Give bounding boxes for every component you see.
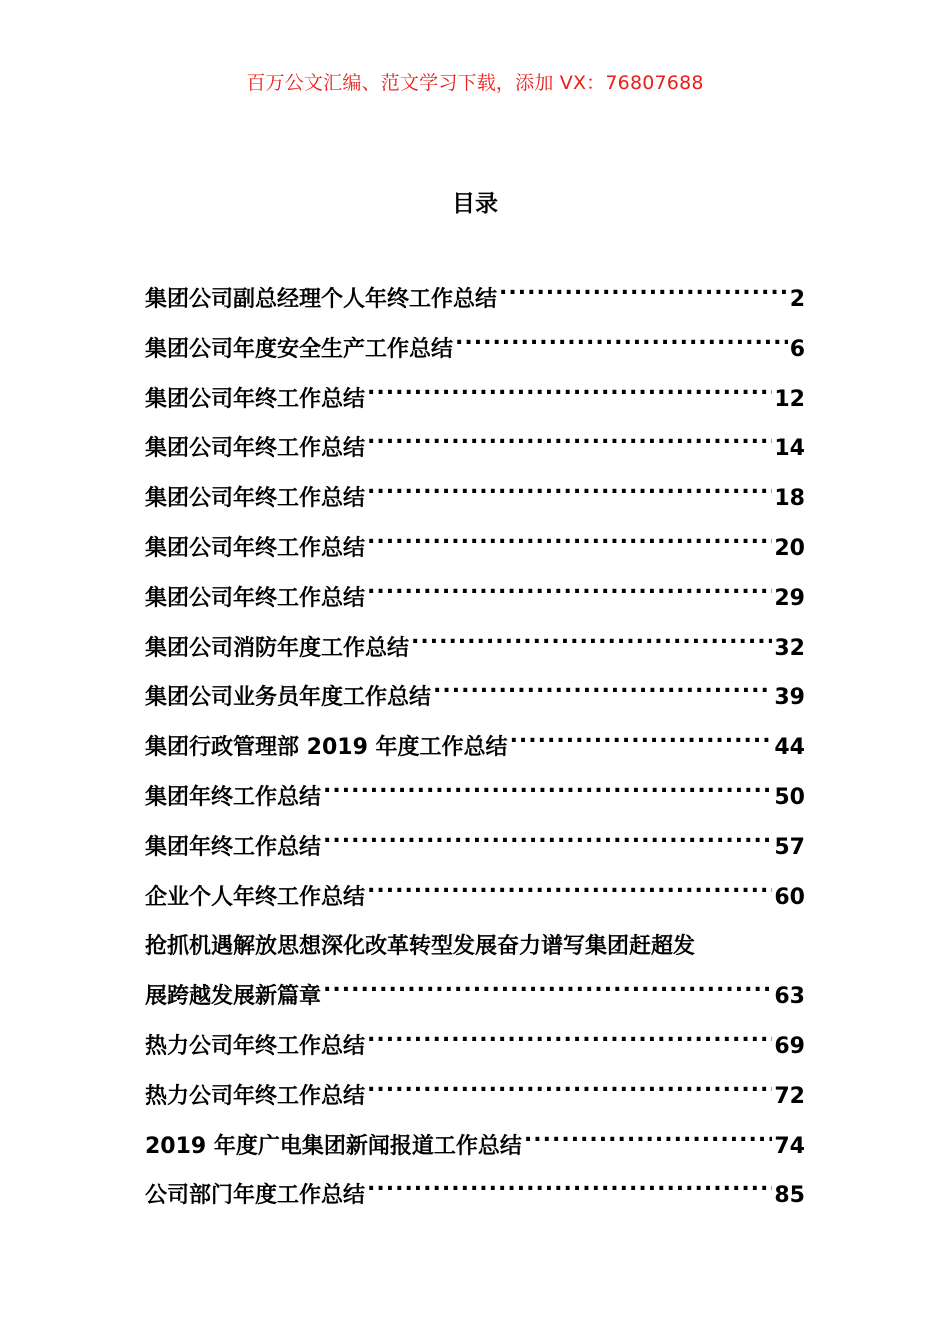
dot-leader	[323, 832, 772, 854]
dot-leader	[367, 583, 772, 605]
toc-entry-label: 热力公司年终工作总结	[145, 1033, 366, 1059]
toc-entry-page: 32	[774, 635, 805, 661]
toc-entry-label: 热力公司年终工作总结	[145, 1083, 366, 1109]
dot-leader	[323, 782, 772, 804]
toc-entry-label: 公司部门年度工作总结	[145, 1183, 366, 1209]
toc-entry[interactable]	[145, 1027, 805, 1077]
toc-entry-page: 2	[789, 287, 805, 312]
dot-leader	[367, 1081, 772, 1103]
dot-leader	[367, 483, 772, 505]
dot-leader	[499, 284, 788, 306]
toc-entry-label: 企业个人年终工作总结	[145, 884, 366, 910]
toc-entry-page: 6	[789, 336, 805, 362]
toc-entry[interactable]	[145, 878, 805, 928]
toc-entry-page: 85	[774, 1183, 805, 1209]
dot-leader	[510, 732, 773, 754]
toc-entry-page: 50	[774, 784, 805, 810]
toc-entry-page: 57	[774, 834, 805, 860]
toc-entry-label-line2: 展跨越发展新篇章	[145, 984, 322, 1010]
toc-entry-label: 集团公司业务员年度工作总结	[145, 685, 432, 711]
table-of-contents	[145, 280, 805, 1226]
toc-entry-label: 集团公司消防年度工作总结	[145, 635, 410, 661]
dot-leader	[367, 433, 772, 455]
toc-entry-page: 74	[774, 1133, 805, 1159]
dot-leader	[524, 1131, 772, 1153]
toc-entry-label: 2019 年度广电集团新闻报道工作总结	[145, 1133, 522, 1159]
dot-leader	[367, 384, 772, 406]
toc-entry[interactable]	[145, 1077, 805, 1127]
toc-entry-page: 29	[774, 585, 805, 611]
toc-entry-page: 12	[774, 386, 805, 412]
toc-entry-page: 39	[774, 685, 805, 711]
toc-entry-label: 集团公司年度安全生产工作总结	[145, 336, 454, 362]
toc-entry-page: 60	[774, 884, 805, 910]
toc-entry-label-line1: 抢抓机遇解放思想深化改革转型发展奋力谱写集团赶超发	[145, 934, 696, 960]
toc-entry-label: 集团年终工作总结	[145, 834, 322, 860]
toc-entry-label: 集团公司年终工作总结	[145, 486, 366, 512]
toc-entry-label: 集团公司副总经理个人年终工作总结	[145, 287, 498, 312]
toc-entry[interactable]	[145, 629, 805, 679]
toc-entry-label: 集团公司年终工作总结	[145, 386, 366, 412]
toc-entry-page: 20	[774, 535, 805, 561]
toc-entry[interactable]	[145, 330, 805, 380]
dot-leader	[367, 1180, 772, 1202]
toc-entry[interactable]	[145, 778, 805, 828]
dot-leader	[323, 981, 772, 1003]
toc-entry[interactable]	[145, 828, 805, 878]
dot-leader	[367, 533, 772, 555]
toc-entry-label: 集团行政管理部 2019 年度工作总结	[145, 735, 508, 761]
toc-entry-multiline-first[interactable]	[145, 927, 805, 977]
toc-entry-page: 72	[774, 1083, 805, 1109]
toc-entry[interactable]	[145, 280, 805, 330]
toc-entry[interactable]	[145, 479, 805, 529]
toc-entry[interactable]	[145, 678, 805, 728]
toc-entry-page: 14	[774, 436, 805, 462]
toc-entry[interactable]	[145, 529, 805, 579]
dot-leader	[367, 1031, 772, 1053]
header-note: 百万公文汇编、范文学习下载，添加 VX：76807688	[246, 72, 704, 94]
dot-leader	[411, 633, 772, 655]
dot-leader	[433, 682, 772, 704]
toc-entry-label: 集团公司年终工作总结	[145, 585, 366, 611]
toc-entry[interactable]	[145, 1127, 805, 1177]
toc-entry-multiline-second[interactable]	[145, 977, 805, 1027]
toc-entry[interactable]	[145, 380, 805, 430]
dot-leader	[455, 334, 788, 356]
toc-entry-page: 63	[774, 984, 805, 1010]
toc-entry[interactable]	[145, 429, 805, 479]
toc-entry-page: 44	[774, 735, 805, 761]
toc-entry-label: 集团公司年终工作总结	[145, 535, 366, 561]
toc-entry-page: 69	[774, 1033, 805, 1059]
toc-entry-label: 集团年终工作总结	[145, 784, 322, 810]
dot-leader	[367, 882, 772, 904]
toc-title: 目录	[452, 191, 498, 217]
toc-entry[interactable]	[145, 579, 805, 629]
toc-entry[interactable]	[145, 728, 805, 778]
toc-entry-label: 集团公司年终工作总结	[145, 436, 366, 462]
toc-entry[interactable]	[145, 1176, 805, 1226]
toc-entry-page: 18	[774, 486, 805, 512]
